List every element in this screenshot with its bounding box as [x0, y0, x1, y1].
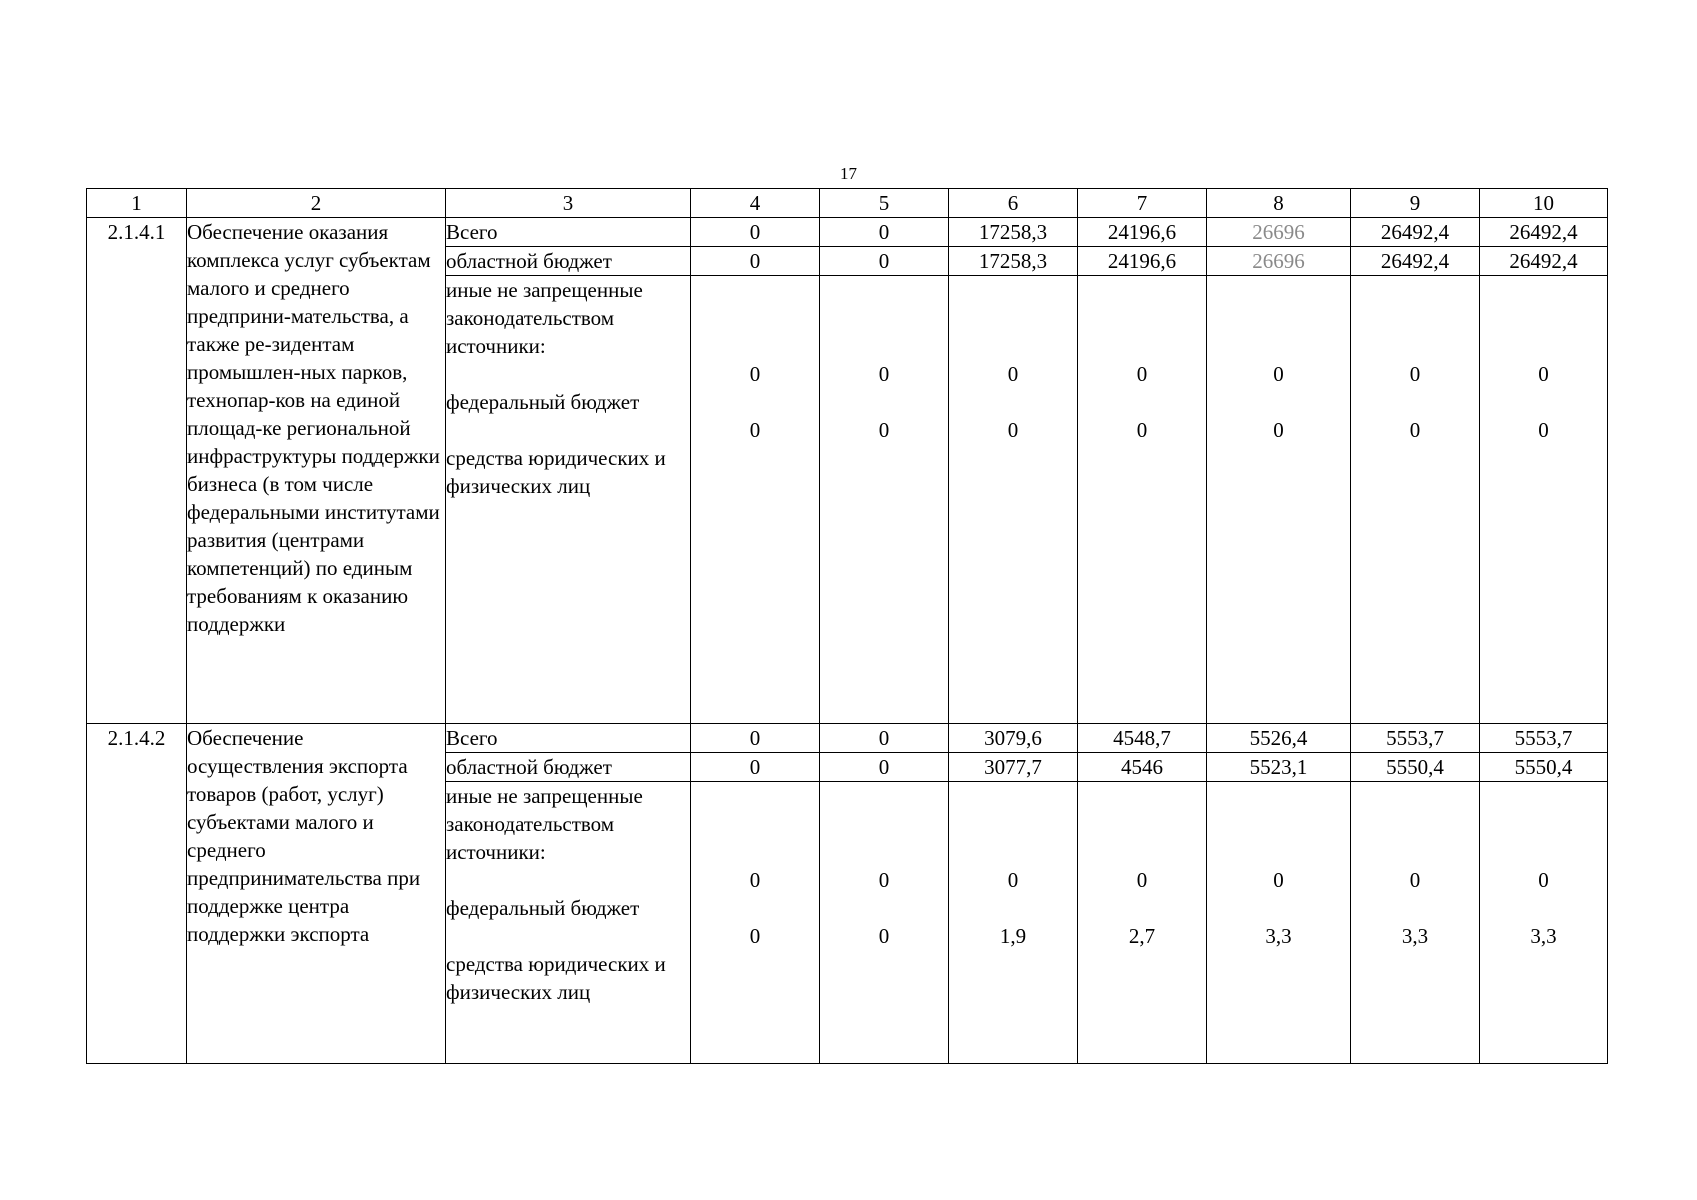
value-cell: 0	[820, 753, 949, 782]
column-number: 6	[949, 189, 1078, 218]
value-cell: 5550,4	[1480, 753, 1608, 782]
value-stack	[1078, 276, 1207, 724]
value-cell: 0	[820, 218, 949, 247]
value-cell: 3,3	[1265, 924, 1292, 948]
value-stack	[820, 782, 949, 1064]
item-name: Обеспечение осуществления экспорта товаров (работ, услуг) субъектами малого и среднего предпринимательства при поддержке центра поддержки экспорта	[187, 724, 446, 1064]
value-cell: 0	[1273, 362, 1284, 386]
value-cell: 3077,7	[949, 753, 1078, 782]
value-cell: 5523,1	[1207, 753, 1351, 782]
column-number: 10	[1480, 189, 1608, 218]
value-cell: 0	[1136, 418, 1148, 442]
value-cell: 0	[1136, 868, 1148, 892]
column-number: 1	[87, 189, 187, 218]
column-number: 3	[446, 189, 691, 218]
value-cell: 3,3	[1530, 924, 1557, 948]
value-stack	[1207, 782, 1351, 1064]
value-stack	[1078, 782, 1207, 1064]
value-stack	[820, 276, 949, 724]
value-cell: 0	[1273, 418, 1284, 442]
value-cell: 5550,4	[1351, 753, 1480, 782]
value-cell: 24196,6	[1078, 247, 1207, 276]
column-number: 5	[820, 189, 949, 218]
value-cell: 0	[749, 924, 761, 948]
value-stack	[691, 782, 820, 1064]
value-cell: 26492,4	[1480, 247, 1608, 276]
value-stack	[691, 276, 820, 724]
other-sources-label: иные не запрещенные законодательством источники:	[446, 784, 643, 864]
value-cell: 0	[1538, 418, 1549, 442]
value-cell: 4548,7	[1078, 724, 1207, 753]
value-cell: 2,7	[1128, 924, 1156, 948]
source-label: средства юридических и физических лиц	[446, 446, 666, 498]
value-cell: 0	[878, 924, 890, 948]
value-cell: 0	[1409, 418, 1421, 442]
item-code: 2.1.4.2	[87, 724, 187, 1064]
value-cell: 3079,6	[949, 724, 1078, 753]
value-stack	[1351, 276, 1480, 724]
value-cell: 0	[691, 724, 820, 753]
source-label: областной бюджет	[446, 753, 691, 782]
source-label: средства юридических и физических лиц	[446, 952, 666, 1004]
source-label: областной бюджет	[446, 247, 691, 276]
source-label: федеральный бюджет	[446, 896, 640, 920]
source-label: федеральный бюджет	[446, 390, 640, 414]
value-cell: 26696	[1207, 247, 1351, 276]
column-number: 8	[1207, 189, 1351, 218]
value-cell: 0	[749, 868, 761, 892]
page-number: 17	[840, 164, 857, 183]
value-cell: 0	[1409, 868, 1421, 892]
source-label: Всего	[446, 218, 691, 247]
value-cell: 24196,6	[1078, 218, 1207, 247]
value-cell: 5553,7	[1351, 724, 1480, 753]
column-number: 2	[187, 189, 446, 218]
table-row	[87, 218, 1608, 247]
value-cell: 26492,4	[1351, 247, 1480, 276]
value-cell: 0	[1007, 418, 1019, 442]
value-cell: 1,9	[999, 924, 1027, 948]
value-cell: 26492,4	[1351, 218, 1480, 247]
column-number-row	[87, 189, 1608, 218]
budget-table	[86, 188, 1608, 1064]
value-cell: 5526,4	[1207, 724, 1351, 753]
other-sources-label: иные не запрещенные законодательством источники:	[446, 278, 643, 358]
value-cell: 0	[691, 753, 820, 782]
value-stack	[1480, 276, 1608, 724]
value-cell: 0	[749, 418, 761, 442]
source-details	[446, 782, 691, 1064]
value-cell: 0	[878, 362, 890, 386]
value-stack	[949, 276, 1078, 724]
value-stack	[1351, 782, 1480, 1064]
value-cell: 26696	[1207, 218, 1351, 247]
source-details	[446, 276, 691, 724]
value-cell: 26492,4	[1480, 218, 1608, 247]
value-cell: 0	[878, 868, 890, 892]
value-cell: 3,3	[1401, 924, 1429, 948]
value-cell: 0	[1273, 868, 1284, 892]
table-row	[87, 724, 1608, 753]
value-cell: 17258,3	[949, 247, 1078, 276]
value-cell: 0	[1409, 362, 1421, 386]
value-cell: 0	[1136, 362, 1148, 386]
value-cell: 0	[749, 362, 761, 386]
source-label: Всего	[446, 724, 691, 753]
column-number: 9	[1351, 189, 1480, 218]
value-cell: 5553,7	[1480, 724, 1608, 753]
value-cell: 0	[691, 218, 820, 247]
value-cell: 4546	[1078, 753, 1207, 782]
value-cell: 17258,3	[949, 218, 1078, 247]
value-stack	[1480, 782, 1608, 1064]
value-cell: 0	[691, 247, 820, 276]
value-cell: 0	[1538, 362, 1549, 386]
value-cell: 0	[820, 724, 949, 753]
item-code: 2.1.4.1	[87, 218, 187, 724]
value-cell: 0	[1007, 868, 1019, 892]
value-cell: 0	[1007, 362, 1019, 386]
item-name: Обеспечение оказания комплекса услуг субъектам малого и среднего предприни-мательства, а также ре-зидентам промышлен-ных парков, технопар-ков на единой площад-ке региональной инфраструктуры поддержки бизнеса (в том числе федеральными институтами развития (центрами компетенций) по единым требованиям к оказанию поддержки	[187, 218, 446, 724]
value-stack	[1207, 276, 1351, 724]
value-stack	[949, 782, 1078, 1064]
value-cell: 0	[1538, 868, 1549, 892]
value-cell: 0	[820, 247, 949, 276]
column-number: 7	[1078, 189, 1207, 218]
value-cell: 0	[878, 418, 890, 442]
column-number: 4	[691, 189, 820, 218]
